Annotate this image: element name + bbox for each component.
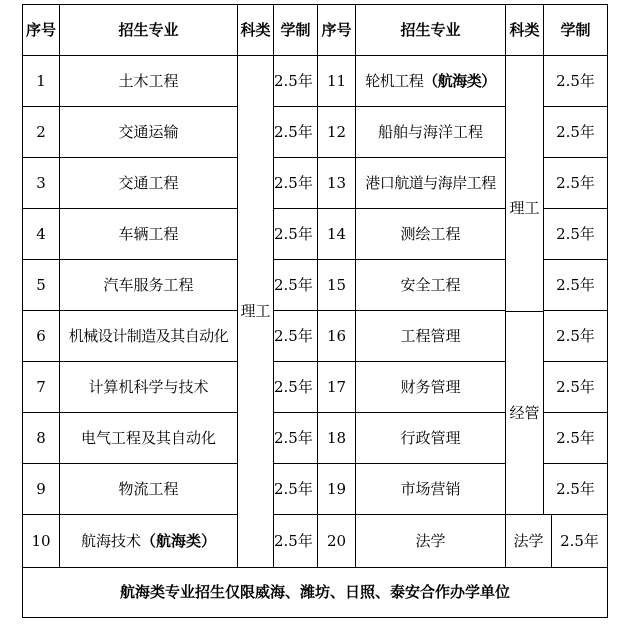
left-row-6-duration: 2.5年 [274, 311, 318, 362]
left-row-7-major: 计算机科学与技术 [60, 362, 238, 413]
right-row-19-major: 市场营销 [356, 464, 506, 515]
header-category-right: 科类 [506, 4, 544, 56]
right-row-13-seq: 13 [318, 158, 356, 209]
right-row-17-major: 财务管理 [356, 362, 506, 413]
header-seq-left: 序号 [22, 4, 60, 56]
right-row-14-seq: 14 [318, 209, 356, 260]
right-row-18-duration: 2.5年 [544, 413, 608, 464]
left-row-2-duration: 2.5年 [274, 107, 318, 158]
right-row-16-major: 工程管理 [356, 311, 506, 362]
header-duration-right: 学制 [544, 4, 608, 56]
right-row-20-major: 法学 [356, 515, 506, 568]
left-row-10-duration: 2.5年 [274, 515, 318, 568]
right-row-11-seq: 11 [318, 56, 356, 107]
left-row-5-seq: 5 [22, 260, 60, 311]
right-row-15-major: 安全工程 [356, 260, 506, 311]
right-category-management-cell: 经管 [506, 312, 544, 515]
left-row-8-major: 电气工程及其自动化 [60, 413, 238, 464]
header-category-left: 科类 [238, 4, 274, 56]
enrollment-majors-table [22, 4, 608, 618]
left-row-6-seq: 6 [22, 311, 60, 362]
left-row-4-seq: 4 [22, 209, 60, 260]
right-row-11-duration: 2.5年 [544, 56, 608, 107]
left-row-5-major: 汽车服务工程 [60, 260, 238, 311]
left-row-1-seq: 1 [22, 56, 60, 107]
header-major-right: 招生专业 [356, 4, 506, 56]
right-row-13-duration: 2.5年 [544, 158, 608, 209]
right-row-19-seq: 19 [318, 464, 356, 515]
left-row-9-major: 物流工程 [60, 464, 238, 515]
left-row-3-seq: 3 [22, 158, 60, 209]
right-row-17-seq: 17 [318, 362, 356, 413]
right-row-19-duration: 2.5年 [544, 464, 608, 515]
left-row-8-seq: 8 [22, 413, 60, 464]
left-row-5-duration: 2.5年 [274, 260, 318, 311]
right-row-18-seq: 18 [318, 413, 356, 464]
left-row-6-major: 机械设计制造及其自动化 [60, 311, 238, 362]
right-row-18-major: 行政管理 [356, 413, 506, 464]
right-row-12-duration: 2.5年 [544, 107, 608, 158]
right-row-17-duration: 2.5年 [544, 362, 608, 413]
left-row-9-duration: 2.5年 [274, 464, 318, 515]
footer-note: 航海类专业招生仅限威海、潍坊、日照、泰安合作办学单位 [22, 568, 608, 618]
left-row-7-duration: 2.5年 [274, 362, 318, 413]
left-row-3-major: 交通工程 [60, 158, 238, 209]
right-category-law-cell: 法学 [506, 515, 552, 568]
right-row-20-seq: 20 [318, 515, 356, 568]
right-row-15-seq: 15 [318, 260, 356, 311]
left-row-8-duration: 2.5年 [274, 413, 318, 464]
right-row-11-major [356, 56, 506, 107]
right-row-11-major-name: 轮机工程 [365, 71, 424, 90]
left-row-9-seq: 9 [22, 464, 60, 515]
header-duration-left: 学制 [274, 4, 318, 56]
left-row-1-major: 土木工程 [60, 56, 238, 107]
left-row-2-seq: 2 [22, 107, 60, 158]
left-row-2-major: 交通运输 [60, 107, 238, 158]
left-row-10-major-name: 航海技术 [80, 531, 141, 550]
left-row-4-major: 车辆工程 [60, 209, 238, 260]
left-category-cell: 理工 [238, 56, 274, 568]
right-row-15-duration: 2.5年 [544, 260, 608, 311]
right-row-11-major-note: （航海类） [423, 71, 496, 90]
header-seq-right: 序号 [318, 4, 356, 56]
left-row-10-seq: 10 [22, 515, 60, 568]
right-row-20-duration: 2.5年 [552, 515, 608, 568]
right-row-16-seq: 16 [318, 311, 356, 362]
left-row-3-duration: 2.5年 [274, 158, 318, 209]
right-row-16-duration: 2.5年 [544, 311, 608, 362]
left-row-1-duration: 2.5年 [274, 56, 318, 107]
right-category-science-cell: 理工 [506, 56, 544, 312]
left-row-7-seq: 7 [22, 362, 60, 413]
left-row-10-major [60, 515, 238, 568]
right-row-14-duration: 2.5年 [544, 209, 608, 260]
right-row-14-major: 测绘工程 [356, 209, 506, 260]
left-row-4-duration: 2.5年 [274, 209, 318, 260]
right-row-12-major: 船舶与海洋工程 [356, 107, 506, 158]
right-row-13-major: 港口航道与海岸工程 [356, 158, 506, 209]
header-major-left: 招生专业 [60, 4, 238, 56]
left-row-10-major-note: （航海类） [141, 531, 217, 550]
right-row-12-seq: 12 [318, 107, 356, 158]
